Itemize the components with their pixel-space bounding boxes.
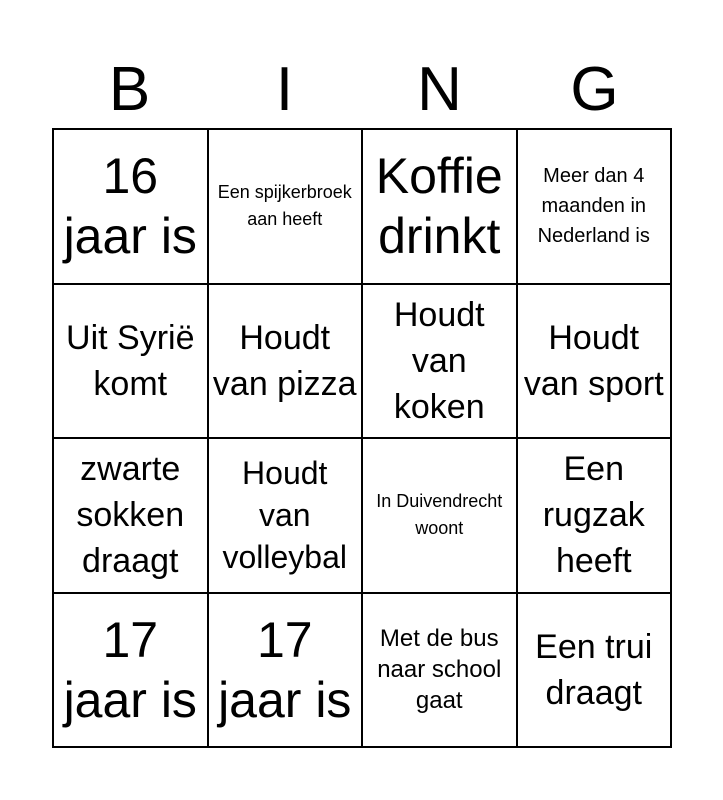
bingo-cell-r2-c3[interactable]: [362, 284, 517, 439]
cell-text: Uit Syrië komt: [66, 318, 195, 403]
bingo-cell-r4-c4[interactable]: [517, 593, 672, 748]
cell-text: Een rugzak heeft: [542, 450, 645, 581]
cell-text: 17 jaar is: [218, 611, 352, 728]
bingo-cell-r3-c2[interactable]: [208, 438, 363, 593]
bingo-cell-r4-c1[interactable]: [53, 593, 208, 748]
header-letter-b: B: [108, 55, 151, 124]
cell-text: Met de bus naar school gaat: [377, 625, 502, 715]
bingo-cell-r1-c4[interactable]: [517, 129, 672, 284]
bingo-card: [52, 128, 672, 748]
bingo-cell-r1-c1[interactable]: [53, 129, 208, 284]
bingo-cell-r2-c1[interactable]: [53, 284, 208, 439]
bingo-cell-r2-c2[interactable]: [208, 284, 363, 439]
header-letter-g: G: [570, 55, 619, 124]
cell-text: Een trui draagt: [535, 627, 653, 712]
cell-text: 16 jaar is: [63, 148, 197, 265]
bingo-cell-r3-c4[interactable]: [517, 438, 672, 593]
cell-text: Meer dan 4 maanden in Nederland is: [537, 165, 650, 248]
cell-text: zwarte sokken draagt: [76, 450, 185, 581]
bingo-cell-r1-c2[interactable]: [208, 129, 363, 284]
cell-text: Koffie drinkt: [375, 148, 503, 265]
cell-text: Houdt van koken: [393, 295, 485, 426]
cell-text: Houdt van volleybal: [222, 455, 347, 576]
bingo-cell-r4-c3[interactable]: [362, 593, 517, 748]
header-letter-n: N: [417, 55, 462, 124]
header-letter-i: I: [275, 55, 294, 124]
cell-text: Houdt van pizza: [212, 318, 357, 403]
cell-text: Een spijkerbroek aan heeft: [217, 182, 352, 230]
bingo-cell-r3-c3[interactable]: [362, 438, 517, 593]
bingo-cell-r1-c3[interactable]: [362, 129, 517, 284]
bingo-cell-r2-c4[interactable]: [517, 284, 672, 439]
cell-text: In Duivendrecht woont: [376, 491, 503, 539]
bingo-header: [52, 55, 672, 125]
bingo-cell-r3-c1[interactable]: [53, 438, 208, 593]
bingo-cell-r4-c2[interactable]: [208, 593, 363, 748]
cell-text: Houdt van sport: [523, 318, 664, 403]
cell-text: 17 jaar is: [63, 611, 197, 728]
